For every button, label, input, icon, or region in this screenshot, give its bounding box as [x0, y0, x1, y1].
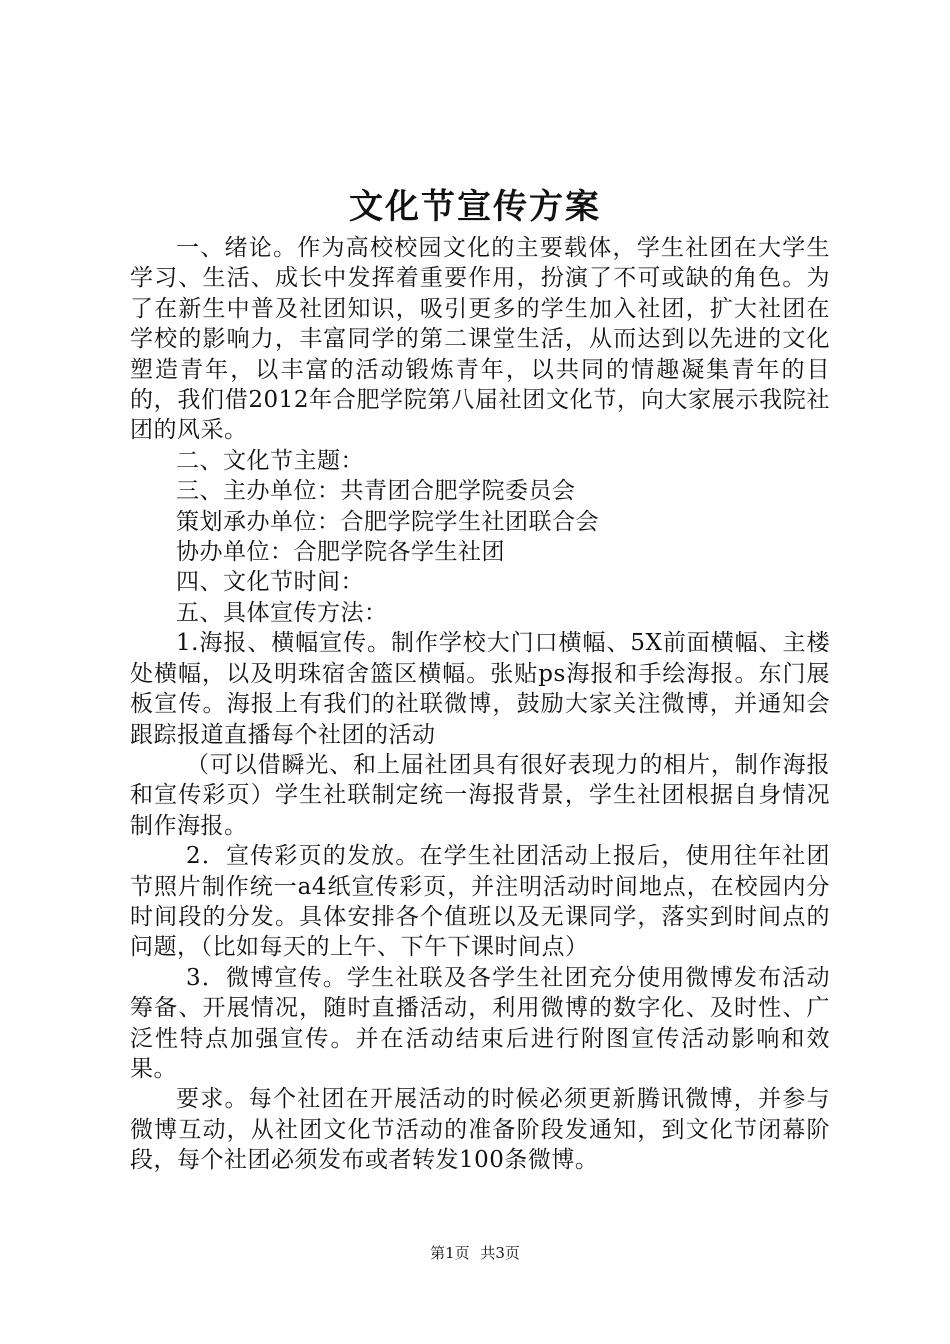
document-body	[130, 233, 830, 1176]
paragraph-weibo: 3．微博宣传。学生社联及各学生社团充分使用微博发布活动筹备、开展情况，随时直播活动，利用微博的数字化、及时性、广泛性特点加强宣传。并在活动结束后进行附图宣传活动影响和效果。	[130, 964, 830, 1082]
page-number: 第1页	[430, 1244, 470, 1262]
paragraph-organizer: 三、主办单位：共青团合肥学院委员会	[176, 478, 576, 505]
paragraph-planner: 策划承办单位：合肥学院学生社团联合会	[176, 508, 599, 535]
document-title: 文化节宣传方案	[349, 187, 601, 227]
paragraph-time: 四、文化节时间：	[176, 569, 364, 596]
page-total: 共3页	[480, 1244, 520, 1262]
paragraph-theme: 二、文化节主题：	[176, 447, 364, 474]
page-footer	[0, 1243, 950, 1263]
paragraph-requirements: 要求。每个社团在开展活动的时候必须更新腾讯微博，并参与微博互动，从社团文化节活动的准备阶段发通知，到文化节闭幕阶段，每个社团必须发布或者转发100条微博。	[130, 1086, 830, 1174]
paragraph-introduction: 一、绪论。作为高校校园文化的主要载体，学生社团在大学生学习、生活、成长中发挥着重要作用，扮演了不可或缺的角色。为了在新生中普及社团知识，吸引更多的学生加入社团，扩大社团在学校的影响力，丰富同学的第二课堂生活，从而达到以先进的文化塑造青年，以丰富的活动锻炼青年，以共同的情趣凝集青年的目的，我们借2012年合肥学院第八届社团文化节，向大家展示我院社团的风采。	[130, 235, 830, 444]
paragraph-flyers: 2．宣传彩页的发放。在学生社团活动上报后，使用往年社团节照片制作统一a4纸宣传彩页，并注明活动时间地点，在校园内分时间段的分发。具体安排各个值班以及无课同学，落实到时间点的问题，（比如每天的上午、下午下课时间点）	[130, 843, 830, 961]
paragraph-co-organizer: 协办单位：合肥学院各学生社团	[176, 539, 505, 566]
paragraph-poster-banner: 1.海报、横幅宣传。制作学校大门口横幅、5X前面横幅、主楼处横幅，以及明珠宿舍篮区横幅。张贴ps海报和手绘海报。东门展板宣传。海报上有我们的社联微博，鼓励大家关注微博，并通知会跟踪报道直播每个社团的活动	[130, 630, 830, 748]
paragraph-methods-heading: 五、具体宣传方法：	[176, 599, 388, 626]
paragraph-poster-note: （可以借瞬光、和上届社团具有很好表现力的相片，制作海报和宣传彩页）学生社联制定统一海报背景，学生社团根据自身情况制作海报。	[130, 751, 830, 839]
